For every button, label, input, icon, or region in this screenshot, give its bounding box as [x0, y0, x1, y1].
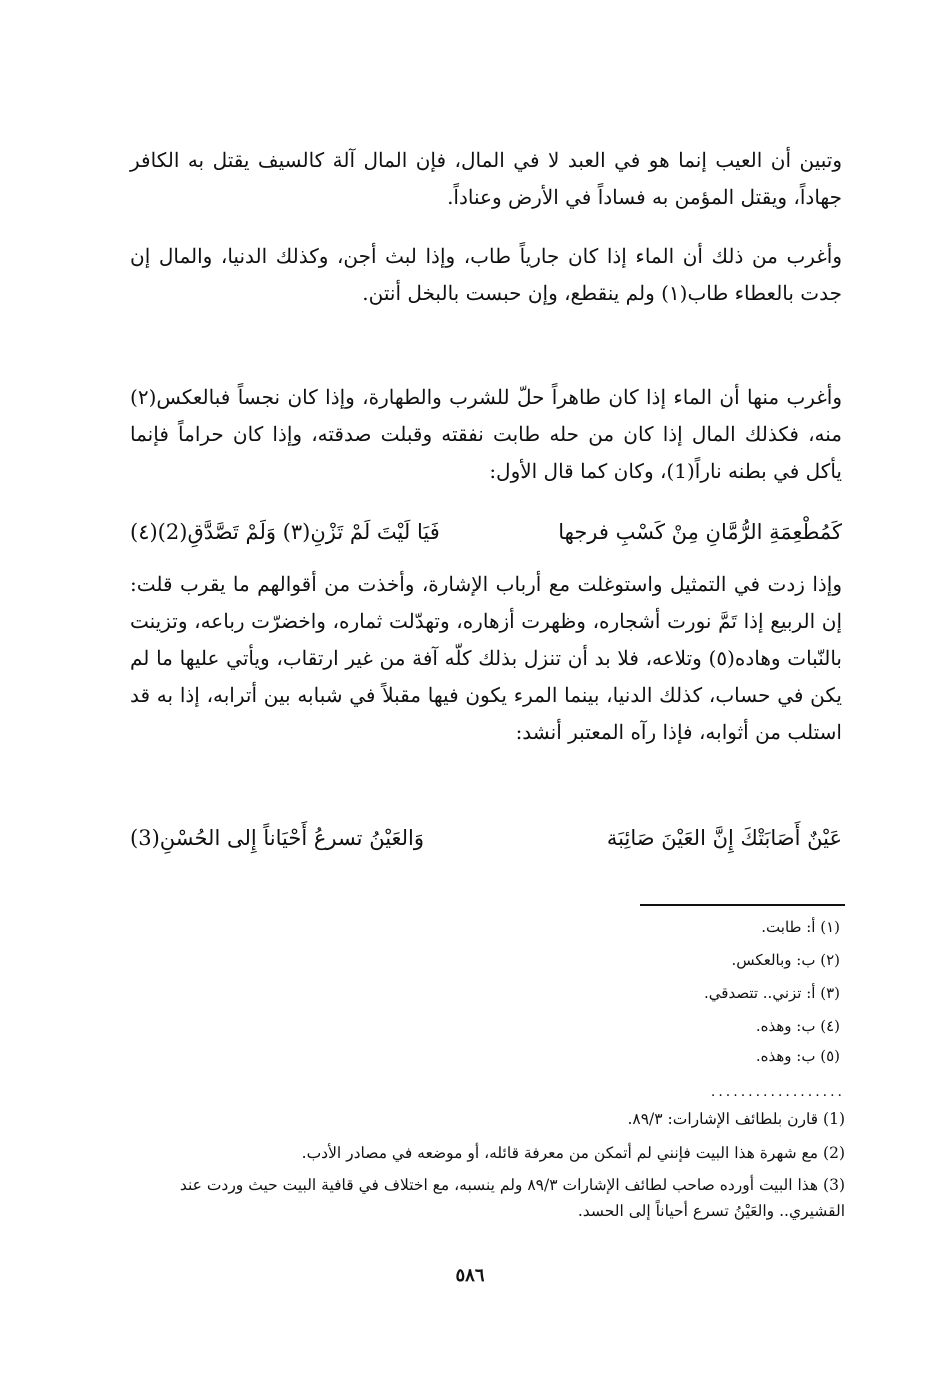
variant-note-3: (٣) أ: تزني.. تتصدقي.	[704, 984, 840, 1002]
verse-2-second-hemistich: وَالعَيْنُ تسرعُ أَحْيَاناً إِلى الحُسْنِ(3)	[130, 826, 425, 850]
verse-1-second-hemistich: فَيَا لَيْتَ لَمْ تَزْنِ(٣) وَلَمْ تَصَّدَّقِ(2)(٤)	[130, 520, 440, 544]
footnote-1: (1) قارن بلطائف الإشارات: ٨٩/٣.	[627, 1110, 845, 1128]
paragraph-2: وأغرب من ذلك أن الماء إذا كان جارياً طاب، وإذا لبث أجن، وكذلك الدنيا، والمال إن جدت بالعطاء طاب(١) ولم ينقطع، وإن حبست بالبخل أنتن.	[130, 244, 843, 305]
paragraph-1: وتبين أن العيب إنما هو في العبد لا في المال، فإن المال آلة كالسيف يقتل به الكافر جهاداً، ويقتل المؤمن به فساداً في الأرض وعناداً.	[130, 148, 842, 209]
page-number: ٥٨٦	[455, 1265, 485, 1286]
footnote-3: (3) هذا البيت أورده صاحب لطائف الإشارات ٨٩/٣ ولم ينسبه، مع اختلاف في قافية البيت حيث وردت عند القشيري.. والعَيْنُ تسرع أحياناً إلى الحسد.	[179, 1176, 845, 1220]
footnote-separator-line	[640, 904, 845, 906]
variant-note-5: (٥) ب: وهذه.	[755, 1047, 840, 1065]
verse-1-first-hemistich: كَمُطْعِمَةِ الرُّمَّانِ مِنْ كَسْبِ فرجها	[558, 520, 842, 544]
footnote-dotted-separator: ..................	[710, 1084, 845, 1100]
verse-2-first-hemistich: عَيْنٌ أَصَابَتْكَ إِنَّ العَيْنَ صَائِبَة	[606, 826, 842, 850]
paragraph-4: وإذا زدت في التمثيل واستوغلت مع أرباب الإشارة، وأخذت من أقوالهم ما يقرب قلت: إن الربيع إذا تَمَّ نورت أشجاره، وظهرت أزهاره، وتهدّلت ثماره، واخضرّت رباعه، وتزينت بالنّبات وهاده(٥) وتلاعه، فلا بد أن تنزل بذلك كلّه آفة من غير ارتقاب، ويأتي عليها ما لم يكن في حساب، كذلك الدنيا، بينما المرء يكون فيها مقبلاً في شبابه بين أترابه، إذا به قد استلب من أثوابه، فإذا رآه المعتبر أنشد:	[130, 572, 842, 744]
poetry-verse-2	[130, 826, 842, 866]
footnote-2: (2) مع شهرة هذا البيت فإنني لم أتمكن من معرفة قائله، أو موضعه في مصادر الأدب.	[301, 1144, 845, 1162]
poetry-verse-1	[130, 520, 842, 560]
variant-note-2: (٢) ب: وبالعكس.	[731, 951, 840, 969]
variant-note-4: (٤) ب: وهذه.	[755, 1017, 840, 1035]
variant-note-1: (١) أ: طابت.	[761, 918, 840, 936]
paragraph-3: وأغرب منها أن الماء إذا كان طاهراً حلّ للشرب والطهارة، وإذا كان نجساً فبالعكس(٢) منه، فكذلك المال إذا كان من حله طابت نفقته وقبلت صدقته، وإذا كان حراماً فإنما يأكل في بطنه ناراً(1)، وكان كما قال الأول:	[130, 385, 842, 483]
